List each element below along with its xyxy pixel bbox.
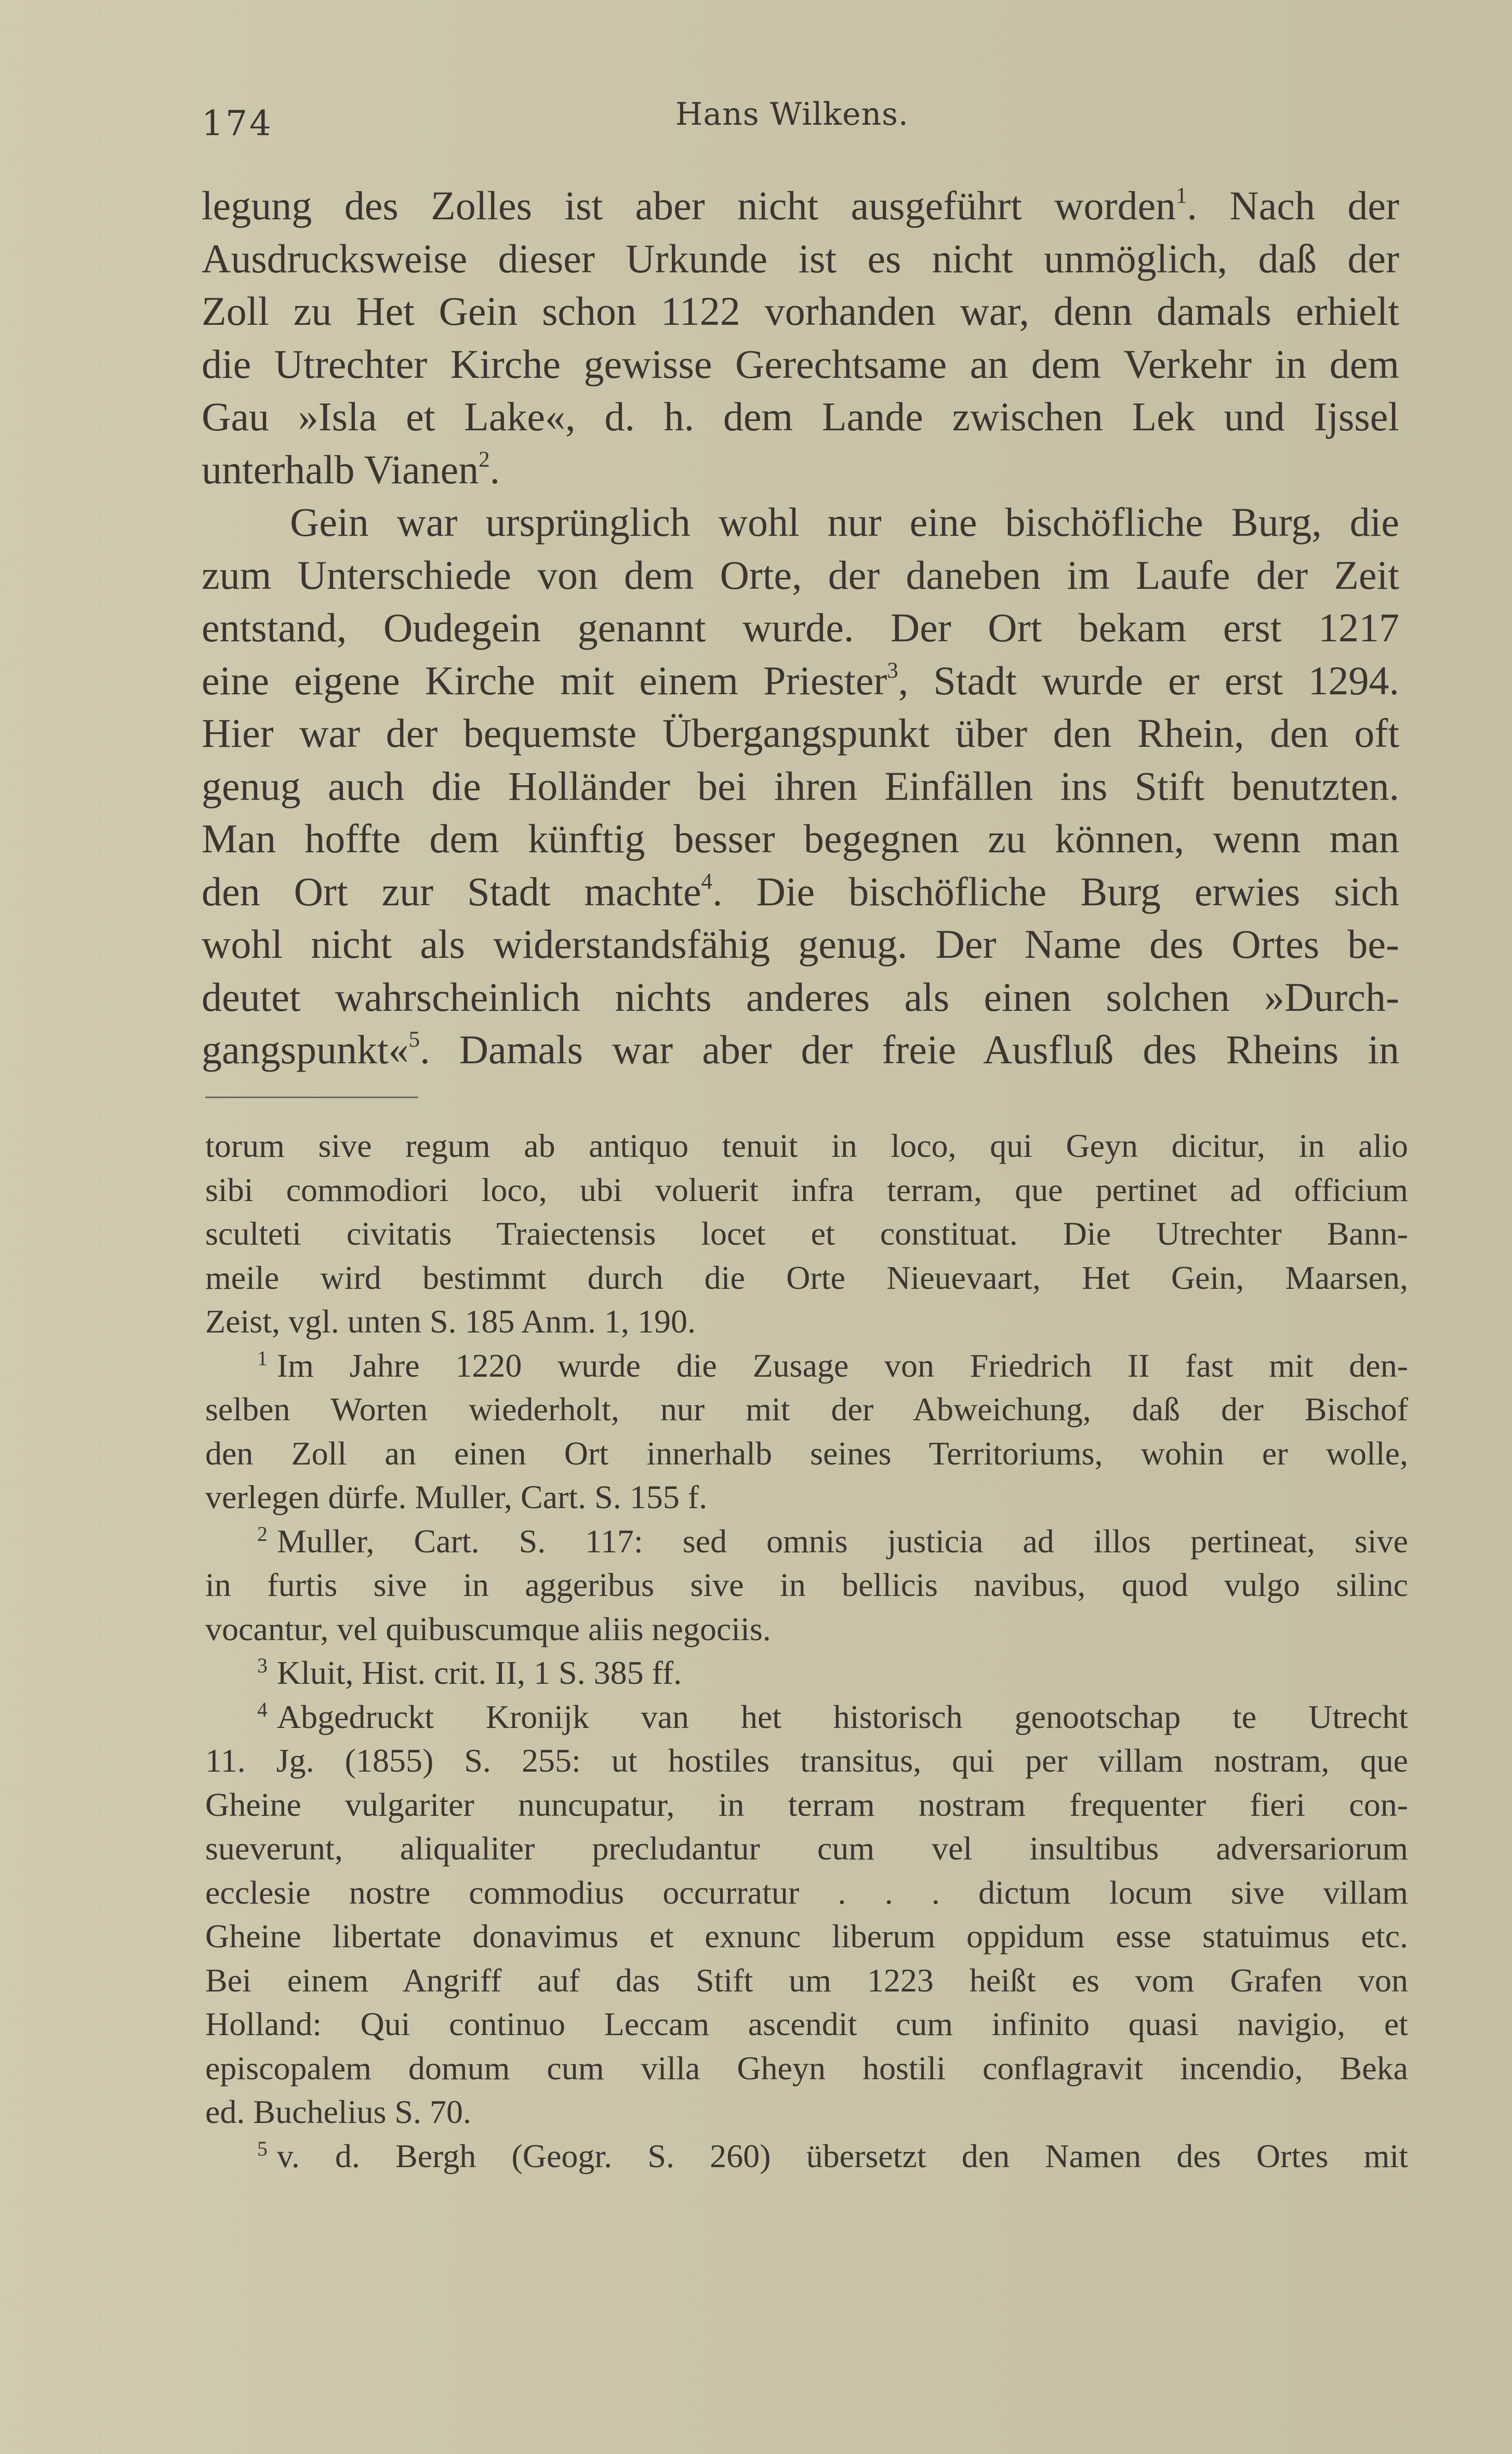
body-line-text: den Ort zur Stadt machte [202, 868, 701, 914]
footnote-line [205, 1520, 1408, 1564]
body-line [202, 1023, 1399, 1076]
footnote-text: Kluit, Hist. crit. II, 1 S. 385 ff. [276, 1654, 682, 1691]
body-line-text: genug auch die Holländer bei ihren Einfällen ins Stift benutzten. [202, 763, 1399, 809]
footnote-text: 11. Jg. (1855) S. 255: ut hostiles transitus, qui per villam nostram, que [205, 1742, 1408, 1779]
footnote-reference[interactable]: 4 [701, 869, 713, 894]
body-line-text: Man hoffte dem künftig besser begegnen zu können, wenn man [202, 816, 1399, 861]
body-line-text: Hier war der bequemste Übergangspunkt über den Rhein, den oft [202, 710, 1399, 756]
footnote-line [205, 1344, 1408, 1388]
body-line-text: Gau »Isla et Lake«, d. h. dem Lande zwischen Lek und Ijssel [202, 394, 1399, 439]
body-line [202, 496, 1399, 549]
body-line [202, 865, 1399, 918]
footnote-reference[interactable]: 1 [1176, 183, 1187, 208]
body-line [202, 338, 1399, 391]
footnote-line [205, 1871, 1408, 1915]
body-line-text: . Die bischöfliche Burg erwies sich [712, 868, 1399, 914]
footnote-reference[interactable]: 5 [408, 1027, 420, 1052]
footnote-text: verlegen dürfe. Muller, Cart. S. 155 f. [205, 1479, 708, 1515]
body-line [202, 971, 1399, 1024]
body-line [202, 707, 1399, 760]
footnote-continued-line: torum sive regum ab antiquo tenuit in loco, qui Geyn dicitur, in alio [205, 1127, 1408, 1164]
footnote-text: Gheine libertate donavimus et exnunc liberum oppidum esse statuimus etc. [205, 1918, 1408, 1955]
body-line-text: Gein war ursprünglich wohl nur eine bischöfliche Burg, die [290, 499, 1399, 545]
body-line-text: , Stadt wurde er erst 1294. [898, 657, 1399, 703]
body-line-text: gangspunkt« [202, 1027, 409, 1072]
footnote-line [205, 2002, 1408, 2047]
footnote-continued-line: Zeist, vgl. unten S. 185 Anm. 1, 190. [205, 1303, 696, 1340]
body-line-text: wohl nicht als widerstandsfähig genug. Der Name des Ortes be- [202, 921, 1399, 967]
footnotes [205, 1124, 1408, 2178]
body-line [202, 812, 1399, 865]
running-head: Hans Wilkens. [675, 96, 909, 133]
footnote-line [205, 1827, 1408, 1871]
body-line [202, 760, 1399, 813]
footnote-number: 1 [257, 1347, 268, 1370]
body-line [202, 654, 1399, 707]
footnote-text: Bei einem Angriff auf das Stift um 1223 heißt es vom Grafen von [205, 1961, 1408, 1999]
body-line-text: Ausdrucksweise dieser Urkunde ist es nicht unmöglich, daß der [202, 235, 1399, 281]
footnote-text: v. d. Bergh (Geogr. S. 260) übersetzt den Namen des Ortes mit [276, 2137, 1408, 2174]
body-line-text: . [489, 446, 500, 492]
footnote-line [205, 1388, 1408, 1432]
footnote-line [205, 1783, 1408, 1827]
body-line-text: entstand, Oudegein genannt wurde. Der Ort bekam erst 1217 [202, 605, 1399, 650]
footnote-continued-line: sibi commodiori loco, ubi voluerit infra terram, que pertinet ad officium [205, 1171, 1408, 1208]
footnote-reference[interactable]: 2 [479, 447, 490, 472]
footnote-text: den Zoll an einen Ort innerhalb seines Territoriums, wohin er wolle, [205, 1434, 1408, 1472]
footnote-text: selben Worten wiederholt, nur mit der Abweichung, daß der Bischof [205, 1391, 1408, 1428]
footnote-line [205, 1915, 1408, 1959]
footnote-text: in furtis sive in aggeribus sive in bellicis navibus, quod vulgo silinc [205, 1566, 1408, 1603]
footnote-text: Holland: Qui continuo Leccam ascendit cum infinito quasi navigio, et [205, 2006, 1408, 2042]
body-line-text: deutet wahrscheinlich nichts anderes als einen solchen »Durch- [202, 974, 1399, 1020]
body-line [202, 285, 1399, 338]
footnote-line [205, 1432, 1408, 1476]
footnote-line [205, 2047, 1408, 2091]
body-line-text: die Utrechter Kirche gewisse Gerechtsame an dem Verkehr in dem [202, 341, 1399, 387]
footnote-line [205, 1475, 1408, 1520]
body-line-text: eine eigene Kirche mit einem Priester [202, 657, 887, 703]
body-line-text: . Nach der [1187, 183, 1399, 228]
body-line-text: unterhalb Vianen [202, 446, 479, 492]
body-line-text: zum Unterschiede von dem Orte, der daneben im Laufe der Zeit [202, 552, 1399, 598]
footnote-continued-line: sculteti civitatis Traiectensis locet et constituat. Die Utrechter Bann- [205, 1215, 1408, 1252]
footnote-line [205, 1563, 1408, 1607]
footnote-reference[interactable]: 3 [887, 658, 898, 683]
footnote-line [205, 2090, 1408, 2134]
footnote-text: Im Jahre 1220 wurde die Zusage von Friedrich II fast mit den- [276, 1347, 1408, 1384]
footnote-text: episcopalem domum cum villa Gheyn hostili conflagravit incendio, Beka [205, 2049, 1408, 2087]
body-line [202, 601, 1399, 654]
footnote-line [205, 1695, 1408, 1739]
body-line [202, 443, 1399, 496]
body-text [202, 179, 1399, 1076]
footnote-text: ecclesie nostre commodius occurratur . . . dictum locum sive villam [205, 1874, 1408, 1911]
body-line-text: . Damals war aber der freie Ausfluß des Rheins in [420, 1027, 1399, 1072]
footnote-line [205, 1739, 1408, 1783]
body-line [202, 232, 1399, 285]
footnote-continued-line: meile wird bestimmt durch die Orte Nieuevaart, Het Gein, Maarsen, [205, 1259, 1408, 1296]
footnote-rule [205, 1097, 418, 1098]
footnote-text: sueverunt, aliqualiter precludantur cum vel insultibus adversariorum [205, 1830, 1408, 1867]
page-number: 174 [202, 103, 273, 143]
body-line-text: legung des Zolles ist aber nicht ausgeführt worden [202, 183, 1176, 228]
body-line-text: Zoll zu Het Gein schon 1122 vorhanden war, denn damals erhielt [202, 288, 1399, 334]
footnote-text: ed. Buchelius S. 70. [205, 2093, 471, 2130]
footnote-line [205, 1959, 1408, 2003]
footnote-number: 2 [257, 1522, 268, 1546]
body-line [202, 549, 1399, 602]
body-line [202, 918, 1399, 971]
footnote-text: Abgedruckt Kronijk van het historisch genootschap te Utrecht [276, 1698, 1408, 1735]
footnote-number: 4 [257, 1698, 268, 1721]
footnote-line [205, 2134, 1408, 2179]
footnote-text: Gheine vulgariter nuncupatur, in terram nostram frequenter fieri con- [205, 1786, 1408, 1823]
footnote-number: 3 [257, 1654, 268, 1678]
footnote-text: Muller, Cart. S. 117: sed omnis justicia ad illos pertineat, sive [276, 1522, 1408, 1560]
footnote-line [205, 1651, 1408, 1695]
footnote-line [205, 1607, 1408, 1652]
footnote-number: 5 [257, 2137, 268, 2160]
footnote-text: vocantur, vel quibuscumque aliis negociis. [205, 1610, 771, 1647]
body-line [202, 390, 1399, 443]
body-line [202, 179, 1399, 232]
